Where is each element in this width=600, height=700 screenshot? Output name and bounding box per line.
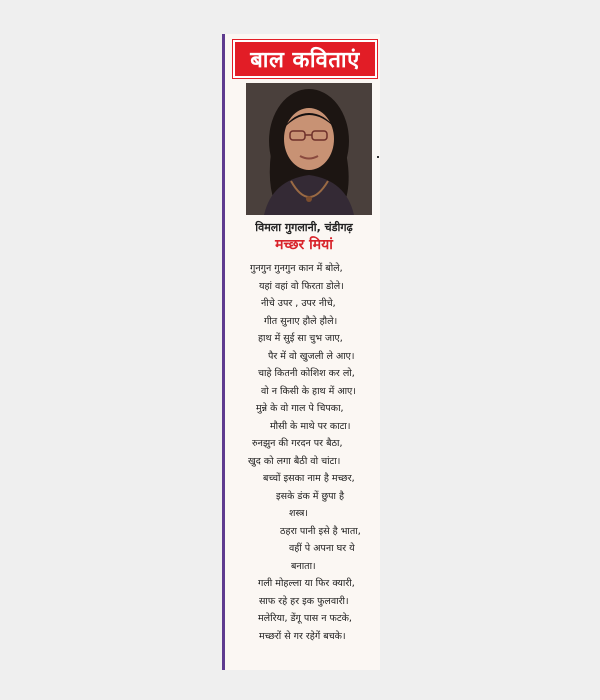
section-banner: बाल कविताएं: [233, 40, 377, 78]
poem-line: मुन्ने के वो गाल पे चिपका,: [256, 403, 344, 414]
ink-dot: [377, 156, 379, 158]
poem-line: मलेरिया, डेंगू पास न फटके,: [258, 613, 352, 624]
poem-line: मच्छरों से गर रहेगें बचके।: [259, 631, 346, 642]
poem-line: गीत सुनाए हौले हौले।: [264, 316, 338, 327]
poem-line: यहां वहां वो फिरता डोले।: [259, 281, 344, 292]
poem-line: शस्त्र।: [289, 508, 309, 519]
poem-line: पैर में वो खुजली ले आए।: [268, 351, 355, 362]
author-byline: विमला गुगलानी, चंडीगढ़: [255, 221, 353, 234]
poem-line: बच्चों इसका नाम है मच्छर,: [263, 473, 355, 484]
newspaper-clipping: [222, 34, 380, 670]
poem-line: गुनगुन गुनगुन कान में बोले,: [250, 263, 343, 274]
poem-line: रुनझुन की गरदन पर बैठा,: [252, 438, 343, 449]
poem-line: गली मोहल्ला या फिर क्यारी,: [258, 578, 355, 589]
poem-line: इसके डंक में छुपा है: [276, 491, 345, 502]
poem-line: वो न किसी के हाथ में आए।: [261, 386, 356, 397]
poem-line: ठहरा पानी इसे है भाता,: [280, 526, 361, 537]
poem-line: खुद को लगा बैठी वो चांटा।: [248, 456, 341, 467]
poem-line: बनाता।: [291, 561, 316, 572]
poem-title: मच्छर मियां: [275, 237, 333, 253]
poem-line: चाहे कितनी कोशिश कर लो,: [258, 368, 355, 379]
poem-line: नीचे उपर , उपर नीचे,: [261, 298, 336, 309]
author-photo: [246, 83, 372, 215]
poem-line: वहीं पे अपना घर ये: [289, 543, 355, 554]
poem-line: मौसी के माथे पर काटा।: [270, 421, 351, 432]
poem-line: हाथ में सुई सा चुभ जाए,: [258, 333, 343, 344]
poem-line: साफ रहे हर इक फुलवारी।: [259, 596, 349, 607]
